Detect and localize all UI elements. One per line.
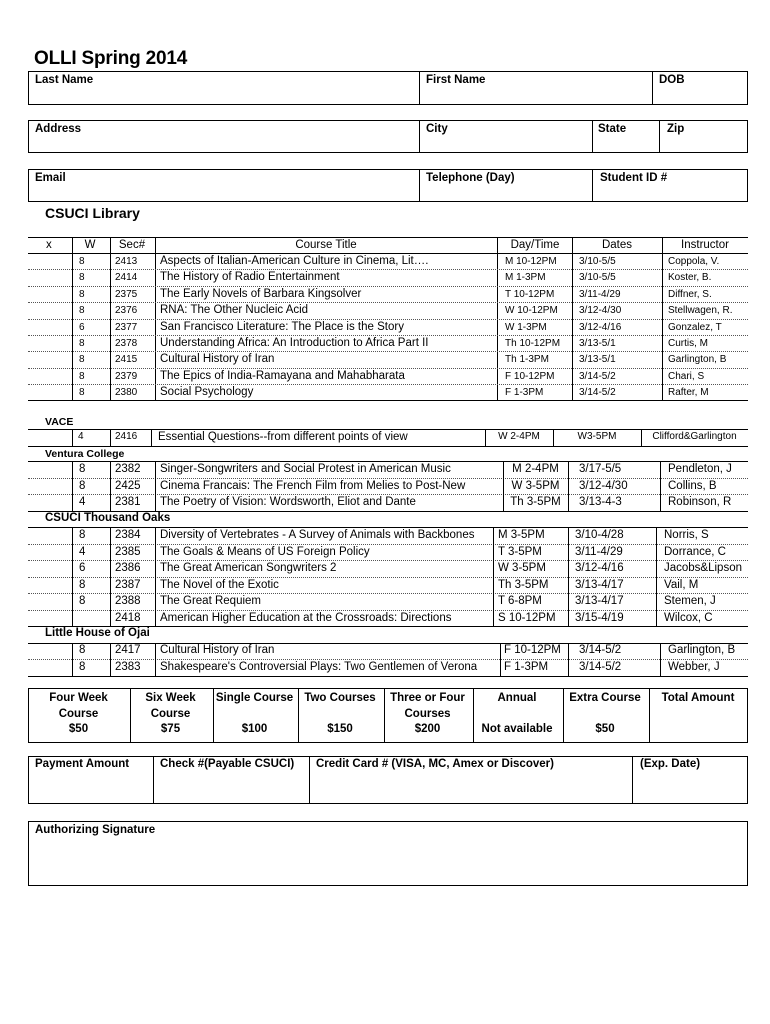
header-dates: Dates bbox=[601, 239, 633, 251]
state-field[interactable] bbox=[593, 121, 658, 152]
fee-line3 bbox=[648, 722, 748, 738]
course-weeks: 8 bbox=[79, 644, 86, 656]
fee-line1: Total Amount bbox=[661, 692, 735, 704]
course-dates: 3/13-4/17 bbox=[575, 578, 624, 591]
fee-line3: $200 bbox=[414, 723, 441, 735]
fee-line2 bbox=[648, 707, 748, 723]
ojai-heading: Little House of Ojai bbox=[45, 627, 150, 639]
course-title: Aspects of Italian-American Culture in Cinema, Lit…. bbox=[160, 255, 429, 267]
course-weeks: 8 bbox=[79, 660, 86, 673]
fee-line1: Single Course bbox=[215, 692, 294, 704]
exp-date-label: (Exp. Date) bbox=[640, 758, 701, 770]
course-instructor: Chari, S bbox=[668, 370, 705, 382]
header-weeks: W bbox=[84, 239, 96, 251]
course-select-cell[interactable] bbox=[29, 320, 71, 334]
zip-label: Zip bbox=[667, 123, 685, 135]
course-day-time: W 3-5PM bbox=[511, 479, 560, 492]
course-title: RNA: The Other Nucleic Acid bbox=[160, 304, 309, 317]
course-dates: 3/10-5/5 bbox=[579, 256, 616, 267]
course-instructor: Koster, B. bbox=[668, 272, 712, 284]
course-day-time: M 3-5PM bbox=[498, 529, 545, 541]
course-section: 2386 bbox=[115, 562, 141, 574]
course-select-cell[interactable] bbox=[29, 495, 71, 510]
fee-line2: Courses bbox=[404, 707, 451, 720]
course-title: Cultural History of Iran bbox=[160, 644, 275, 656]
course-dates: 3/11-4/29 bbox=[579, 288, 621, 300]
course-section: 2383 bbox=[115, 660, 141, 673]
telephone-label: Telephone (Day) bbox=[426, 172, 515, 184]
course-day-time: Th 3-5PM bbox=[510, 496, 561, 509]
course-dates: 3/13-4/17 bbox=[575, 595, 624, 607]
course-select-cell[interactable] bbox=[29, 561, 71, 576]
course-dates: 3/12-4/30 bbox=[579, 479, 628, 492]
course-instructor: Garlington, B bbox=[668, 354, 727, 366]
course-dates: 3/14-5/2 bbox=[579, 370, 616, 382]
thousand-oaks-heading: CSUCI Thousand Oaks bbox=[45, 512, 171, 524]
dob-label: DOB bbox=[659, 74, 685, 86]
course-select-cell[interactable] bbox=[29, 303, 71, 317]
zip-field[interactable] bbox=[660, 121, 747, 152]
first-name-field[interactable] bbox=[420, 72, 651, 104]
course-weeks: 6 bbox=[79, 321, 85, 333]
fee-line3: $150 bbox=[327, 723, 353, 735]
course-section: 2417 bbox=[115, 644, 141, 656]
vace-weeks: 4 bbox=[78, 431, 84, 442]
course-dates: 3/12-4/16 bbox=[579, 321, 622, 333]
fee-line1: Three or Four bbox=[390, 692, 465, 704]
vace-heading: VACE bbox=[45, 416, 74, 428]
fee-line2 bbox=[472, 707, 562, 723]
course-title: Understanding Africa: An Introduction to Africa Part II bbox=[160, 337, 429, 349]
course-section: 2425 bbox=[115, 479, 141, 492]
course-day-time: M 1-3PM bbox=[505, 272, 546, 284]
course-title: The Great American Songwriters 2 bbox=[160, 562, 337, 574]
payment-amount-label: Payment Amount bbox=[35, 758, 130, 770]
fee-line3: $100 bbox=[241, 723, 268, 735]
signature-label: Authorizing Signature bbox=[35, 824, 156, 836]
course-weeks: 6 bbox=[79, 562, 86, 574]
fee-cell bbox=[297, 691, 383, 738]
student-id-label: Student ID # bbox=[600, 172, 668, 184]
library-heading: CSUCI Library bbox=[45, 205, 140, 221]
vace-section: 2416 bbox=[115, 431, 138, 442]
course-instructor: Stemen, J bbox=[664, 595, 716, 607]
course-dates: 3/15-4/19 bbox=[575, 611, 624, 624]
course-day-time: T 3-5PM bbox=[498, 545, 542, 558]
fee-cell bbox=[383, 691, 472, 738]
student-id-field[interactable] bbox=[593, 170, 747, 201]
credit-card-field[interactable] bbox=[310, 757, 631, 803]
course-day-time: T 6-8PM bbox=[498, 595, 542, 607]
course-select-cell[interactable] bbox=[29, 545, 71, 560]
course-instructor: Jacobs&Lipson bbox=[664, 562, 742, 574]
course-section: 2418 bbox=[115, 611, 141, 624]
header-day-time: Day/Time bbox=[510, 239, 560, 251]
vace-day-time: W 2-4PM bbox=[498, 431, 540, 442]
address-field[interactable] bbox=[29, 121, 418, 152]
course-day-time: F 10-12PM bbox=[504, 644, 561, 656]
fee-line3: $50 bbox=[595, 723, 615, 735]
fee-cell bbox=[28, 691, 129, 738]
city-label: City bbox=[426, 123, 448, 135]
course-day-time: Th 1-3PM bbox=[505, 354, 549, 366]
course-section: 2378 bbox=[115, 338, 138, 349]
fee-line2: Course bbox=[150, 707, 191, 720]
course-instructor: Webber, J bbox=[668, 660, 720, 673]
course-title: The Goals & Means of US Foreign Policy bbox=[160, 545, 370, 558]
course-dates: 3/11-4/29 bbox=[575, 545, 623, 558]
ventura-heading: Ventura College bbox=[45, 448, 125, 460]
course-title: The Poetry of Vision: Wordsworth, Eliot and Dante bbox=[160, 496, 416, 509]
header-section: Sec# bbox=[118, 239, 146, 251]
course-dates: 3/12-4/30 bbox=[579, 305, 622, 317]
first-name-label: First Name bbox=[426, 74, 486, 86]
credit-card-label: Credit Card # (VISA, MC, Amex or Discover) bbox=[316, 758, 554, 770]
course-title: American Higher Education at the Crossroads: Directions bbox=[160, 611, 452, 624]
course-day-time: T 10-12PM bbox=[505, 288, 555, 300]
fee-line1: Two Courses bbox=[304, 692, 376, 704]
course-title: Cinema Francais: The French Film from Melies to Post-New bbox=[160, 479, 466, 492]
course-instructor: Stellwagen, R. bbox=[668, 305, 733, 317]
last-name-field[interactable] bbox=[29, 72, 418, 104]
header-instructor: Instructor bbox=[681, 239, 729, 251]
dob-field[interactable] bbox=[653, 72, 747, 104]
course-day-time: M 10-12PM bbox=[505, 256, 557, 267]
course-weeks: 8 bbox=[79, 529, 86, 541]
course-select-cell[interactable] bbox=[29, 479, 71, 494]
course-section: 2380 bbox=[115, 387, 138, 399]
course-section: 2385 bbox=[115, 545, 141, 558]
fee-line1: Annual bbox=[497, 692, 537, 704]
course-day-time: W 1-3PM bbox=[505, 321, 547, 333]
course-section: 2388 bbox=[115, 595, 141, 607]
course-select-cell[interactable] bbox=[29, 254, 71, 268]
course-title: The History of Radio Entertainment bbox=[160, 271, 340, 284]
course-weeks: 8 bbox=[79, 479, 86, 492]
course-section: 2413 bbox=[115, 256, 138, 267]
course-dates: 3/13-4-3 bbox=[579, 496, 622, 509]
course-day-time: F 1-3PM bbox=[504, 660, 549, 673]
course-select-cell[interactable] bbox=[29, 369, 71, 383]
course-select-cell[interactable] bbox=[29, 462, 71, 477]
fee-line3: Not available bbox=[481, 723, 553, 735]
course-section: 2384 bbox=[115, 529, 141, 541]
course-dates: 3/10-4/28 bbox=[575, 529, 624, 541]
fee-cell bbox=[472, 691, 562, 738]
course-instructor: Diffner, S. bbox=[668, 288, 712, 300]
course-section: 2377 bbox=[115, 321, 138, 333]
payment-amount-field[interactable] bbox=[29, 757, 152, 803]
course-title: The Great Requiem bbox=[160, 595, 261, 607]
fee-line3: $75 bbox=[160, 723, 181, 735]
course-section: 2387 bbox=[115, 578, 141, 591]
exp-date-field[interactable] bbox=[633, 757, 747, 803]
fee-cell bbox=[648, 691, 748, 738]
fee-line1: Six Week bbox=[145, 692, 196, 704]
fee-line3: $50 bbox=[68, 723, 89, 735]
course-instructor: Vail, M bbox=[664, 578, 699, 591]
last-name-label: Last Name bbox=[35, 74, 94, 86]
course-title: The Epics of India-Ramayana and Mahabharata bbox=[160, 369, 405, 382]
course-section: 2376 bbox=[115, 305, 138, 317]
course-day-time: Th 3-5PM bbox=[498, 578, 549, 591]
course-section: 2414 bbox=[115, 272, 138, 284]
signature-field[interactable] bbox=[29, 840, 747, 885]
course-select-cell[interactable] bbox=[29, 660, 71, 675]
course-select-cell[interactable] bbox=[29, 528, 71, 543]
course-select-cell[interactable] bbox=[29, 594, 71, 609]
course-weeks: 4 bbox=[79, 496, 86, 509]
vace-dates: W3-5PM bbox=[577, 431, 617, 442]
course-select-cell[interactable] bbox=[29, 352, 71, 366]
course-section: 2375 bbox=[115, 288, 138, 300]
telephone-field[interactable] bbox=[420, 170, 591, 201]
course-dates: 3/10-5/5 bbox=[579, 272, 616, 284]
course-day-time: W 10-12PM bbox=[505, 305, 558, 317]
vace-instructor: Clifford&Garlington bbox=[652, 431, 737, 442]
course-select-cell[interactable] bbox=[29, 336, 71, 350]
city-field[interactable] bbox=[420, 121, 591, 152]
course-title: Shakespeare's Controversial Plays: Two Gentlemen of Verona bbox=[160, 660, 478, 673]
course-instructor: Garlington, B bbox=[668, 644, 736, 656]
course-title: Singer-Songwriters and Social Protest in American Music bbox=[160, 463, 451, 475]
course-instructor: Collins, B bbox=[668, 479, 717, 492]
course-section: 2379 bbox=[115, 370, 138, 382]
course-day-time: F 10-12PM bbox=[505, 370, 555, 382]
check-number-field[interactable] bbox=[154, 757, 308, 803]
course-day-time: S 10-12PM bbox=[498, 611, 556, 624]
fee-cell bbox=[129, 691, 212, 738]
course-select-cell[interactable] bbox=[29, 270, 71, 284]
course-select-cell[interactable] bbox=[29, 643, 71, 658]
vace-course-title: Essential Questions--from different points of view bbox=[158, 431, 408, 443]
course-day-time: Th 10-12PM bbox=[505, 338, 561, 349]
course-weeks: 8 bbox=[79, 256, 85, 267]
course-select-cell[interactable] bbox=[29, 385, 71, 399]
course-weeks: 8 bbox=[79, 370, 85, 382]
course-dates: 3/14-5/2 bbox=[579, 387, 616, 399]
fee-cell bbox=[562, 691, 648, 738]
course-title: The Novel of the Exotic bbox=[160, 578, 279, 591]
course-instructor: Norris, S bbox=[664, 529, 709, 541]
course-instructor: Dorrance, C bbox=[664, 545, 726, 558]
state-label: State bbox=[598, 123, 627, 135]
course-section: 2415 bbox=[115, 354, 138, 366]
course-weeks: 8 bbox=[79, 305, 85, 317]
header-x: x bbox=[46, 239, 52, 251]
fee-line2 bbox=[212, 707, 297, 723]
course-day-time: W 3-5PM bbox=[498, 562, 546, 574]
course-weeks: 8 bbox=[79, 338, 85, 349]
course-weeks: 8 bbox=[79, 387, 85, 399]
course-dates: 3/12-4/16 bbox=[575, 562, 624, 574]
fee-line2: Course bbox=[58, 707, 99, 720]
course-dates: 3/17-5/5 bbox=[579, 463, 622, 475]
course-title: Social Psychology bbox=[160, 386, 254, 399]
course-weeks: 8 bbox=[79, 354, 85, 366]
course-weeks: 4 bbox=[79, 545, 86, 558]
course-instructor: Coppola, V. bbox=[668, 256, 720, 267]
course-weeks: 8 bbox=[79, 578, 86, 591]
page-title: OLLI Spring 2014 bbox=[34, 48, 188, 69]
fee-line2 bbox=[562, 707, 648, 723]
fee-line1: Four Week bbox=[49, 692, 108, 704]
check-number-label: Check #(Payable CSUCI) bbox=[160, 758, 295, 770]
course-instructor: Curtis, M bbox=[668, 338, 708, 349]
course-day-time: M 2-4PM bbox=[512, 463, 559, 475]
fee-cell bbox=[212, 691, 297, 738]
course-weeks: 8 bbox=[79, 595, 86, 607]
course-dates: 3/13-5/1 bbox=[579, 338, 616, 349]
address-label: Address bbox=[35, 123, 82, 135]
course-section: 2381 bbox=[115, 496, 141, 509]
course-instructor: Rafter, M bbox=[668, 387, 709, 399]
course-title: Cultural History of Iran bbox=[160, 353, 275, 366]
course-day-time: F 1-3PM bbox=[505, 387, 544, 399]
course-title: The Early Novels of Barbara Kingsolver bbox=[160, 287, 362, 300]
course-section: 2382 bbox=[115, 463, 141, 475]
header-course-title: Course Title bbox=[295, 239, 357, 251]
course-instructor: Robinson, R bbox=[668, 496, 732, 509]
email-field[interactable] bbox=[29, 170, 418, 201]
course-instructor: Pendleton, J bbox=[668, 463, 732, 475]
course-select-cell[interactable] bbox=[29, 611, 71, 626]
course-title: Diversity of Vertebrates - A Survey of Animals with Backbones bbox=[160, 529, 475, 541]
course-select-cell[interactable] bbox=[29, 578, 71, 593]
course-title: San Francisco Literature: The Place is the Story bbox=[160, 320, 404, 333]
course-select-cell[interactable] bbox=[29, 287, 71, 301]
fee-line1: Extra Course bbox=[569, 692, 641, 704]
course-instructor: Wilcox, C bbox=[664, 611, 713, 624]
fee-line2 bbox=[297, 707, 383, 723]
course-dates: 3/14-5/2 bbox=[579, 660, 622, 673]
email-label: Email bbox=[35, 172, 66, 184]
course-weeks: 8 bbox=[79, 463, 86, 475]
course-weeks: 8 bbox=[79, 272, 85, 284]
course-weeks: 8 bbox=[79, 288, 85, 300]
course-instructor: Gonzalez, T bbox=[668, 321, 722, 333]
course-dates: 3/14-5/2 bbox=[579, 644, 622, 656]
course-dates: 3/13-5/1 bbox=[579, 354, 616, 366]
